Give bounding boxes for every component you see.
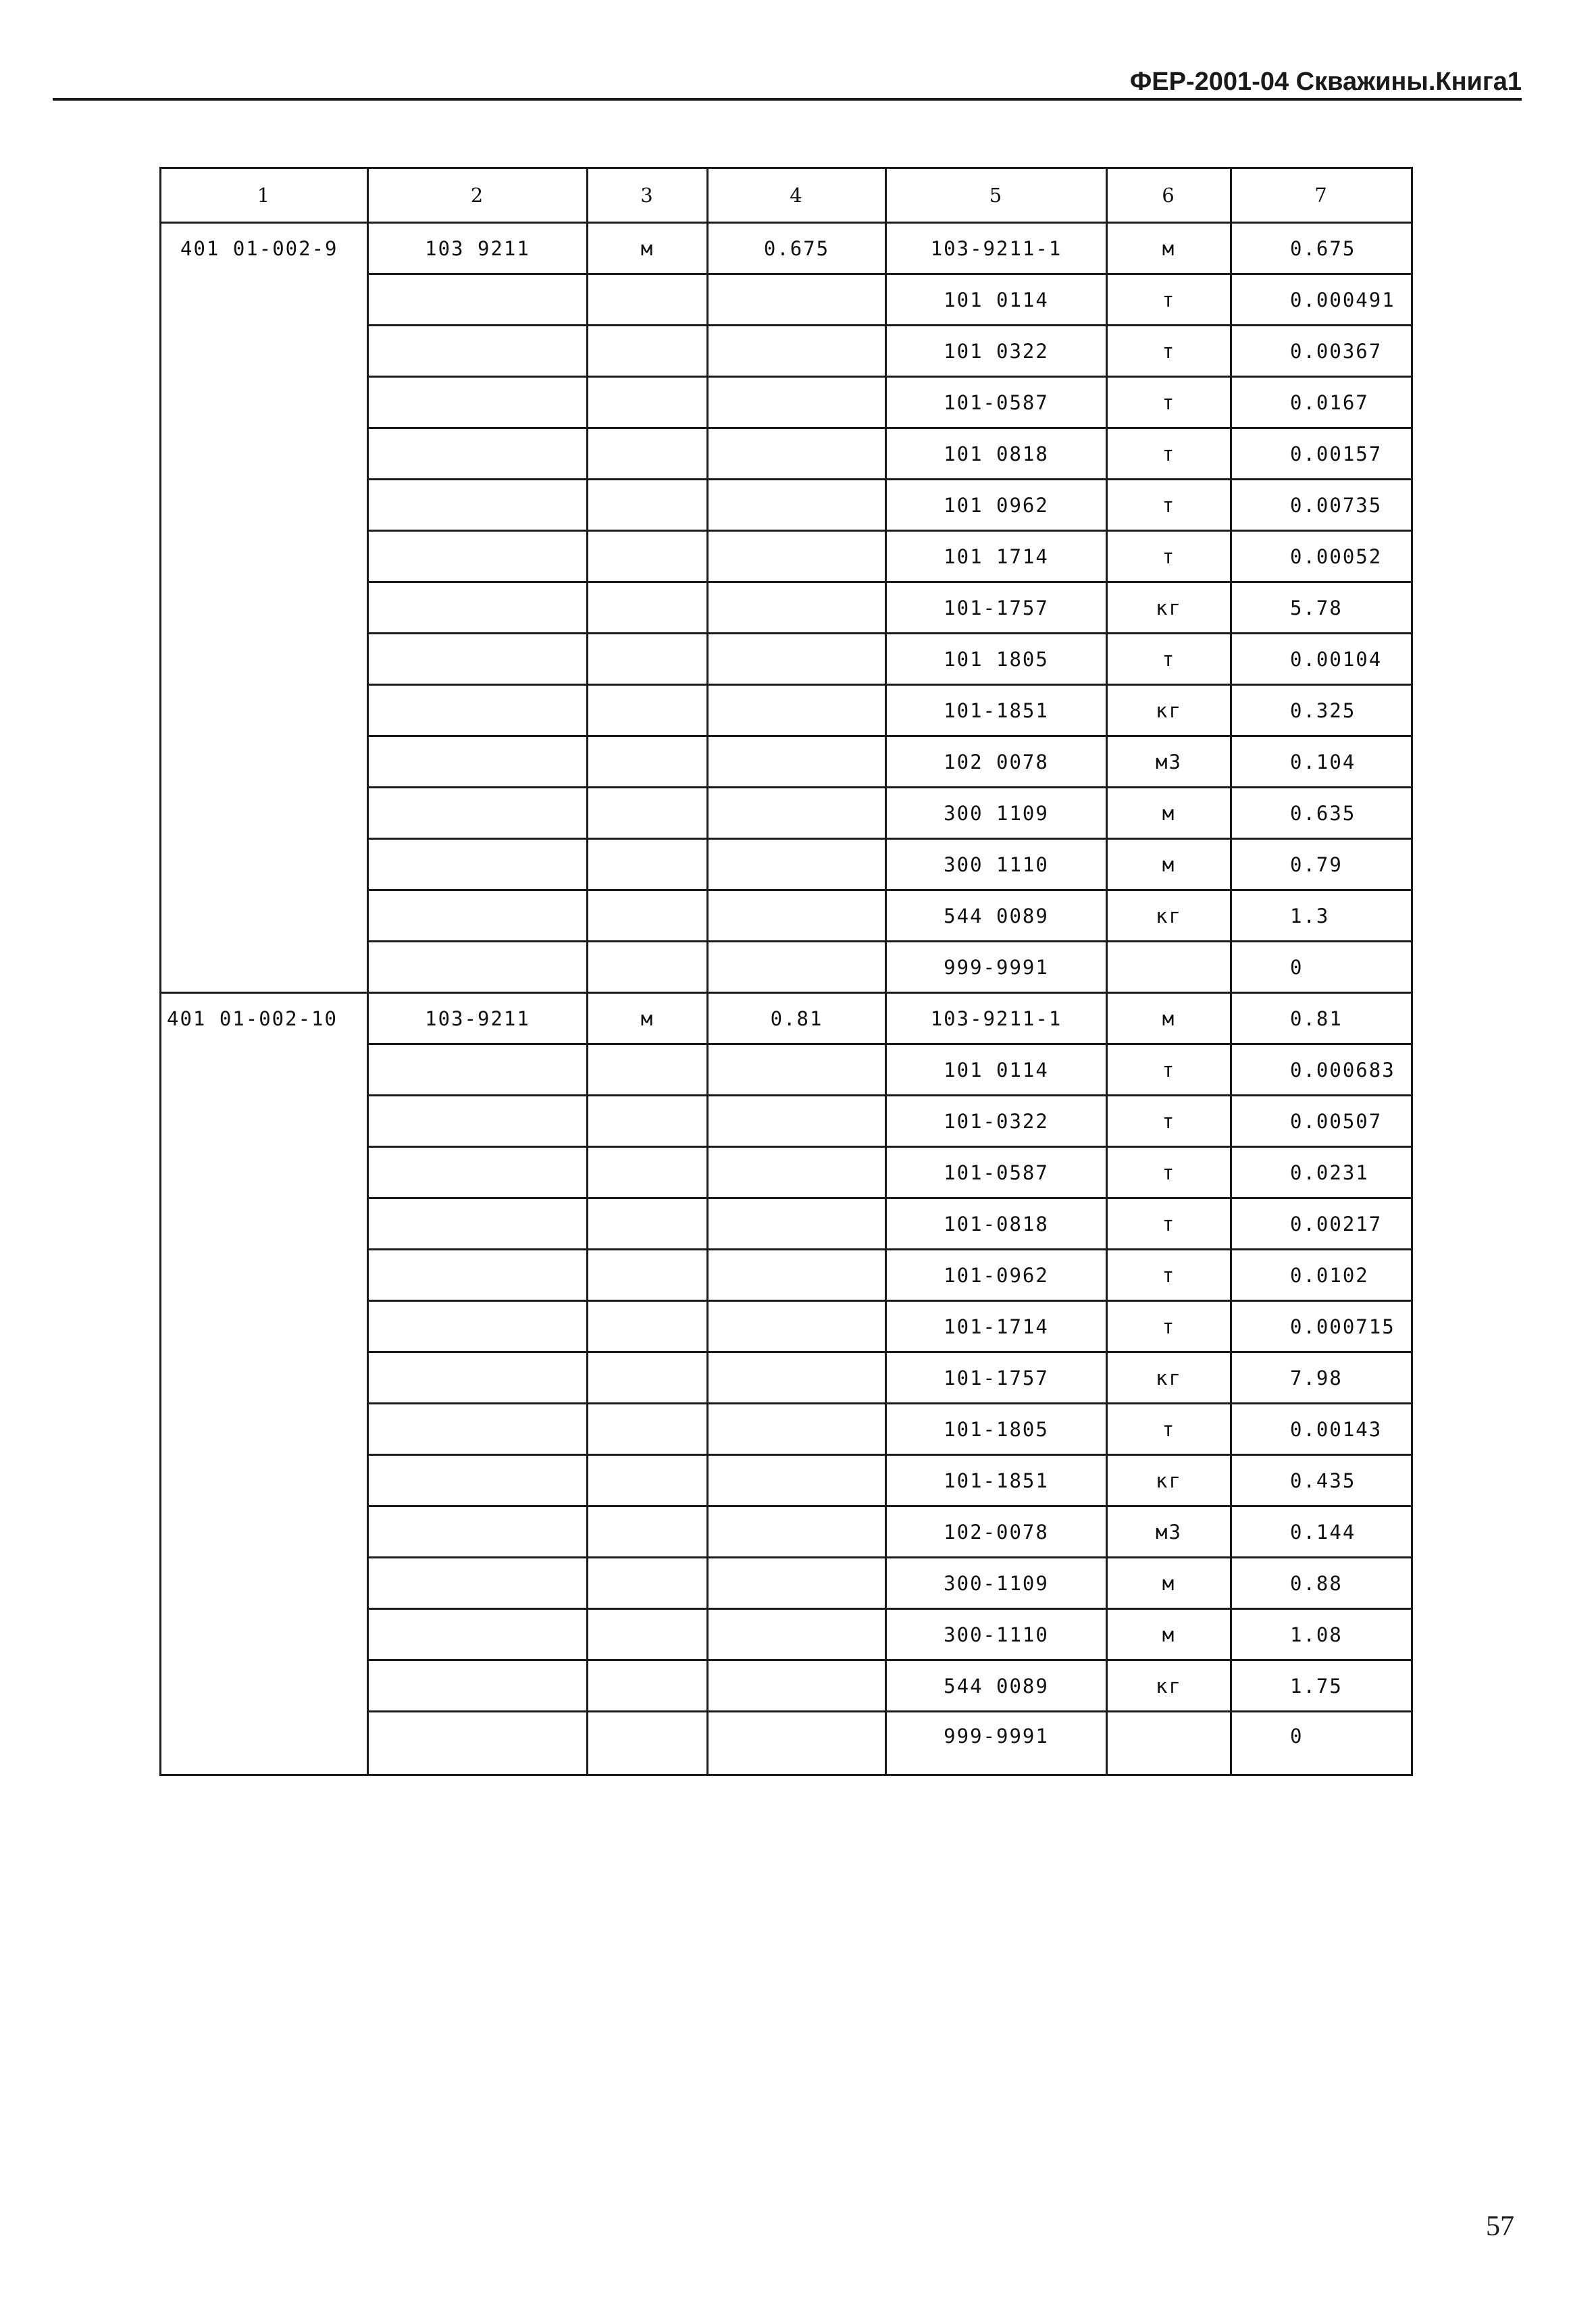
resource-unit: т <box>1107 480 1231 531</box>
resource-unit: т <box>1107 634 1231 685</box>
resource-value: 0.00217 <box>1231 1198 1412 1250</box>
resource-code: 101-0322 <box>886 1096 1107 1147</box>
resource-code: 101 0962 <box>886 480 1107 531</box>
resource-code: 101 0818 <box>886 428 1107 480</box>
page-header-title: ФЕР-2001-04 Скважины.Книга1 <box>1129 68 1522 96</box>
resource-code: 101-0818 <box>886 1198 1107 1250</box>
resource-value: 1.75 <box>1231 1660 1412 1712</box>
resource-code: 101 1714 <box>886 531 1107 582</box>
group-unit: м <box>588 993 708 1044</box>
resource-code: 544 0089 <box>886 1660 1107 1712</box>
resource-unit: т <box>1107 428 1231 480</box>
resource-value: 0.000715 <box>1231 1301 1412 1352</box>
resource-code: 101-1757 <box>886 1352 1107 1404</box>
resource-code: 103-9211-1 <box>886 993 1107 1044</box>
resource-unit: кг <box>1107 890 1231 942</box>
resource-value: 0.635 <box>1231 788 1412 839</box>
group-unit: м <box>588 223 708 274</box>
column-header: 2 <box>368 168 588 223</box>
resource-unit: м3 <box>1107 736 1231 788</box>
resource-unit: м <box>1107 788 1231 839</box>
resource-unit: т <box>1107 1301 1231 1352</box>
resource-value: 0.144 <box>1231 1506 1412 1558</box>
resource-code: 101 0114 <box>886 274 1107 326</box>
resource-unit: т <box>1107 1044 1231 1096</box>
resource-code: 101-1757 <box>886 582 1107 634</box>
resource-code: 999-9991 <box>886 942 1107 993</box>
resource-unit: м <box>1107 223 1231 274</box>
resource-value: 0 <box>1231 1712 1412 1775</box>
resource-unit <box>1107 942 1231 993</box>
resource-code: 101-0962 <box>886 1250 1107 1301</box>
column-header: 7 <box>1231 168 1412 223</box>
resource-value: 0.325 <box>1231 685 1412 736</box>
resource-value: 0.0167 <box>1231 377 1412 428</box>
resource-code: 101 0114 <box>886 1044 1107 1096</box>
resource-code: 101 1805 <box>886 634 1107 685</box>
column-header: 3 <box>588 168 708 223</box>
resource-code: 300 1110 <box>886 839 1107 890</box>
resource-unit: кг <box>1107 1352 1231 1404</box>
resource-value: 0.0231 <box>1231 1147 1412 1198</box>
column-header: 1 <box>161 168 368 223</box>
resource-unit: кг <box>1107 685 1231 736</box>
resource-value: 0.79 <box>1231 839 1412 890</box>
group-qty: 0.675 <box>708 223 886 274</box>
resource-code: 103-9211-1 <box>886 223 1107 274</box>
resource-code: 300-1110 <box>886 1609 1107 1660</box>
resource-code: 101 0322 <box>886 326 1107 377</box>
resource-unit: м <box>1107 839 1231 890</box>
resource-unit: м <box>1107 1609 1231 1660</box>
table-row <box>161 223 1412 274</box>
resource-unit <box>1107 1712 1231 1775</box>
resource-code: 102 0078 <box>886 736 1107 788</box>
resource-value: 5.78 <box>1231 582 1412 634</box>
resource-unit: т <box>1107 1147 1231 1198</box>
resource-code: 101-1714 <box>886 1301 1107 1352</box>
group-resource: 103 9211 <box>368 223 588 274</box>
resource-value: 1.3 <box>1231 890 1412 942</box>
resource-unit: т <box>1107 326 1231 377</box>
resource-value: 0.000491 <box>1231 274 1412 326</box>
resource-code: 300 1109 <box>886 788 1107 839</box>
resource-unit: кг <box>1107 1660 1231 1712</box>
resource-table <box>159 167 1413 1776</box>
resource-unit: т <box>1107 274 1231 326</box>
resource-code: 300-1109 <box>886 1558 1107 1609</box>
resource-value: 0.0102 <box>1231 1250 1412 1301</box>
resource-value: 0 <box>1231 942 1412 993</box>
resource-value: 0.00507 <box>1231 1096 1412 1147</box>
resource-value: 0.00367 <box>1231 326 1412 377</box>
resource-value: 7.98 <box>1231 1352 1412 1404</box>
resource-value: 0.81 <box>1231 993 1412 1044</box>
header-rule <box>53 98 1522 101</box>
resource-code: 544 0089 <box>886 890 1107 942</box>
resource-code: 101-1805 <box>886 1404 1107 1455</box>
resource-value: 0.88 <box>1231 1558 1412 1609</box>
resource-unit: т <box>1107 1198 1231 1250</box>
table-header-row <box>161 168 1412 223</box>
resource-unit: т <box>1107 531 1231 582</box>
resource-unit: т <box>1107 1096 1231 1147</box>
resource-value: 0.00052 <box>1231 531 1412 582</box>
resource-code: 101-1851 <box>886 685 1107 736</box>
resource-value: 0.435 <box>1231 1455 1412 1506</box>
group-code: 401 01-002-10 <box>161 993 368 1775</box>
column-header: 4 <box>708 168 886 223</box>
resource-code: 101-1851 <box>886 1455 1107 1506</box>
resource-code: 999-9991 <box>886 1712 1107 1775</box>
resource-unit: м3 <box>1107 1506 1231 1558</box>
resource-unit: т <box>1107 1404 1231 1455</box>
column-header: 5 <box>886 168 1107 223</box>
resource-value: 0.00735 <box>1231 480 1412 531</box>
resource-unit: кг <box>1107 1455 1231 1506</box>
group-resource: 103-9211 <box>368 993 588 1044</box>
resource-code: 101-0587 <box>886 377 1107 428</box>
column-header: 6 <box>1107 168 1231 223</box>
resource-unit: м <box>1107 1558 1231 1609</box>
resource-unit: т <box>1107 377 1231 428</box>
table-row <box>161 993 1412 1044</box>
group-code: 401 01-002-9 <box>161 223 368 993</box>
resource-code: 102-0078 <box>886 1506 1107 1558</box>
resource-unit: м <box>1107 993 1231 1044</box>
resource-unit: т <box>1107 1250 1231 1301</box>
resource-value: 1.08 <box>1231 1609 1412 1660</box>
resource-value: 0.000683 <box>1231 1044 1412 1096</box>
resource-unit: кг <box>1107 582 1231 634</box>
resource-value: 0.00157 <box>1231 428 1412 480</box>
resource-value: 0.675 <box>1231 223 1412 274</box>
resource-value: 0.104 <box>1231 736 1412 788</box>
page-number: 57 <box>1486 2211 1514 2242</box>
resource-code: 101-0587 <box>886 1147 1107 1198</box>
group-qty: 0.81 <box>708 993 886 1044</box>
resource-value: 0.00104 <box>1231 634 1412 685</box>
resource-value: 0.00143 <box>1231 1404 1412 1455</box>
